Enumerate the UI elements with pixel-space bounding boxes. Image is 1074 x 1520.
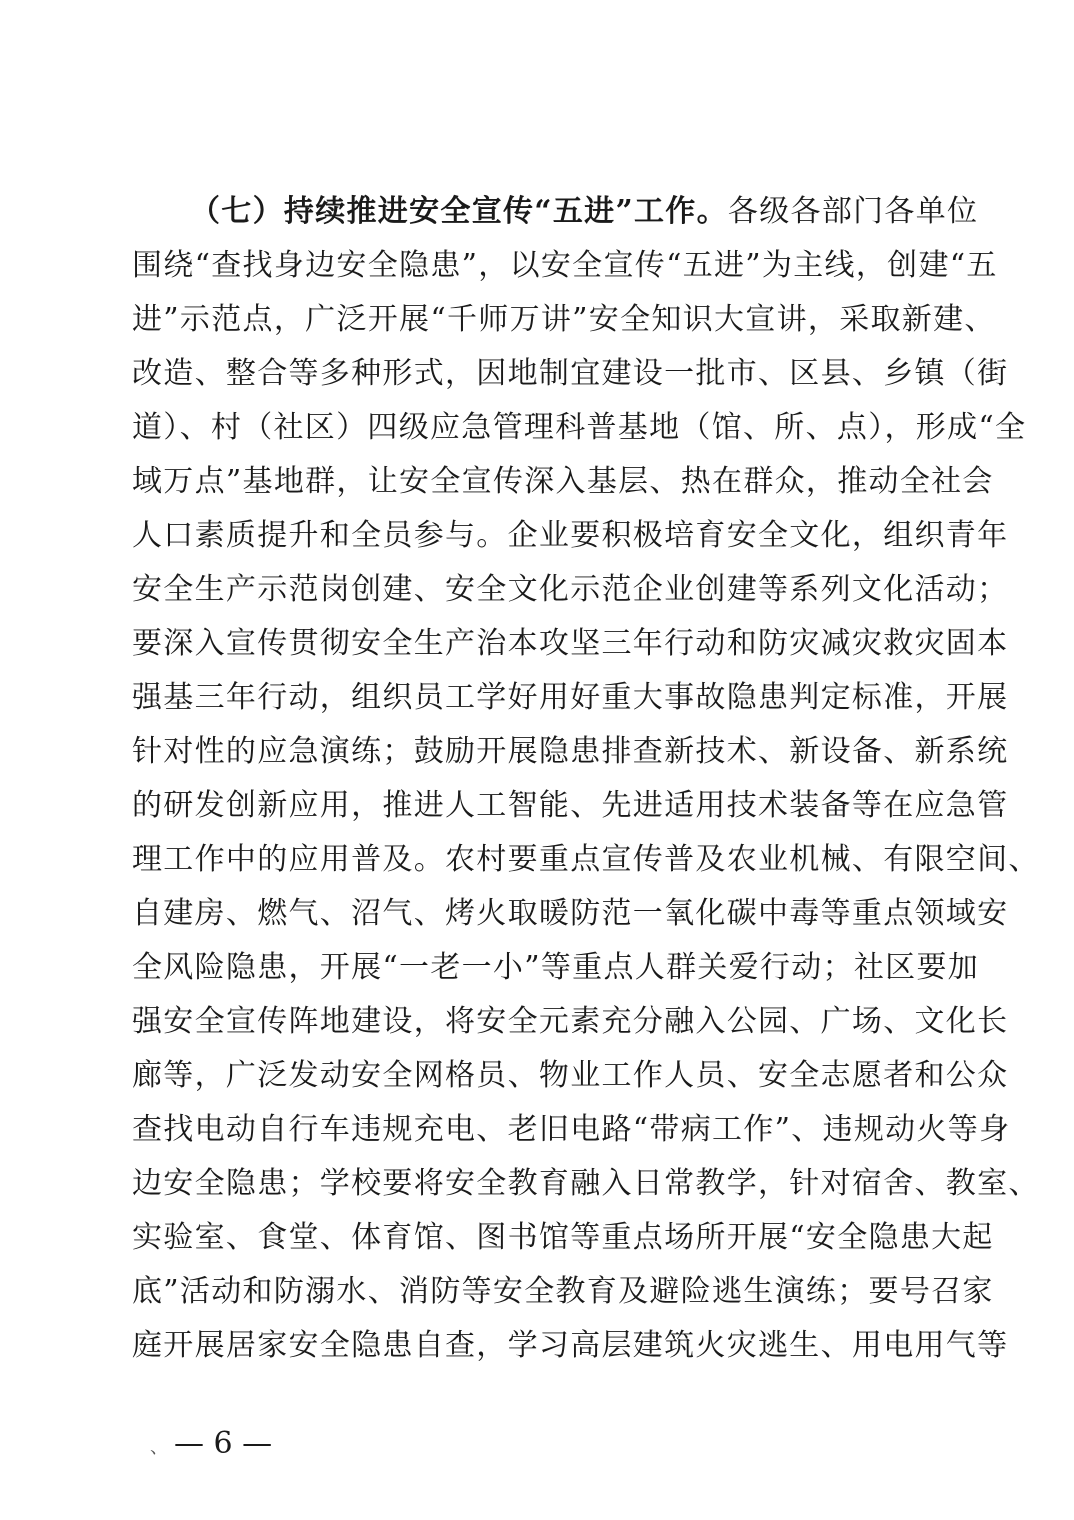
page-footer: [150, 1424, 272, 1468]
body-text-line: 强安全宣传阵地建设，将安全元素充分融入公园、广场、文化长: [132, 1004, 1009, 1039]
body-text-line: 域万点”基地群，让安全宣传深入基层、热在群众，推动全社会: [132, 464, 994, 499]
body-text-line: 的研发创新应用，推进人工智能、先进适用技术装备等在应急管: [132, 788, 1009, 823]
body-text-line: 围绕“查找身边安全隐患”，以安全宣传“五进”为主线，创建“五: [132, 248, 998, 283]
body-text-line: 实验室、食堂、体育馆、图书馆等重点场所开展“安全隐患大起: [132, 1220, 994, 1255]
body-text-line: 庭开展居家安全隐患自查，学习高层建筑火灾逃生、用电用气等: [132, 1328, 1009, 1363]
body-text-line: 要深入宣传贯彻安全生产治本攻坚三年行动和防灾减灾救灾固本: [132, 626, 1009, 661]
body-text-line: 查找电动自行车违规充电、老旧电路“带病工作”、违规动火等身: [132, 1112, 1011, 1147]
body-text-line: 廊等，广泛发动安全网格员、物业工作人员、安全志愿者和公众: [132, 1058, 1009, 1093]
body-text-line: 人口素质提升和全员参与。企业要积极培育安全文化，组织青年: [132, 518, 1009, 553]
body-text-line: 边安全隐患；学校要将安全教育融入日常教学，针对宿舍、教室、: [132, 1166, 1040, 1201]
body-text-line: 各级各部门各单位: [727, 194, 979, 229]
body-text-line: 理工作中的应用普及。农村要重点宣传普及农业机械、有限空间、: [132, 842, 1040, 877]
body-text-line: 强基三年行动，组织员工学好用好重大事故隐患判定标准，开展: [132, 680, 1009, 715]
body-text-line: 自建房、燃气、沼气、烤火取暖防范一氧化碳中毒等重点领域安: [132, 896, 1009, 931]
body-text-line: 全风险隐患，开展“一老一小”等重点人群关爱行动；社区要加: [132, 950, 980, 985]
body-text-line: 安全生产示范岗创建、安全文化示范企业创建等系列文化活动；: [132, 572, 1009, 607]
body-text-line: 针对性的应急演练；鼓励开展隐患排查新技术、新设备、新系统: [132, 734, 1009, 769]
body-text-line: 底”活动和防溺水、消防等安全教育及避险逃生演练；要号召家: [132, 1274, 994, 1309]
body-text-line: 道）、村（社区）四级应急管理科普基地（馆、所、点），形成“全: [132, 410, 1027, 445]
first-line: [190, 185, 979, 239]
section-heading: （七）持续推进安全宣传“五进”工作。: [190, 194, 728, 229]
page-number: — 6 —: [174, 1426, 273, 1461]
body-text-line: 改造、整合等多种形式，因地制宜建设一批市、区县、乡镇（街: [132, 356, 1009, 391]
body-text-line: 进”示范点，广泛开展“千师万讲”安全知识大宣讲，采取新建、: [132, 302, 996, 337]
footer-mark: 、: [150, 1437, 168, 1458]
